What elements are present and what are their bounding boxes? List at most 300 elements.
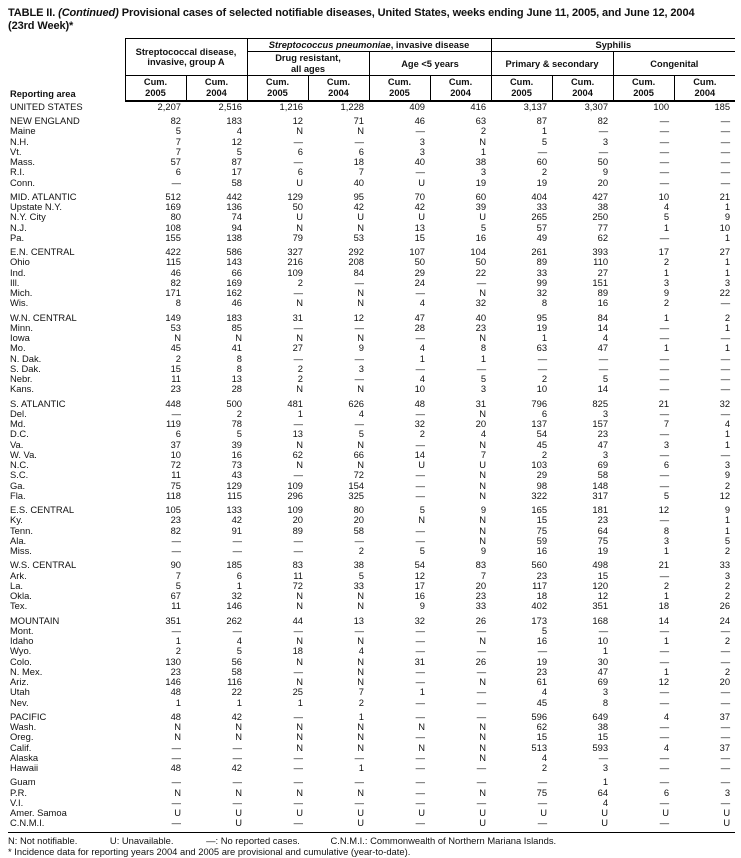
cum-2005-header: Cum. 2005 — [369, 76, 430, 101]
value-cell: N — [357, 656, 365, 667]
value-cell: 2 — [724, 580, 731, 591]
cum-2004-header: Cum. 2004 — [430, 76, 491, 101]
value-cell: — — [476, 687, 487, 698]
reporting-area-cell: Okla. — [10, 591, 32, 602]
value-cell: 183 — [226, 116, 243, 127]
reporting-area-cell: W. Va. — [10, 449, 37, 460]
value-cell: 38 — [353, 560, 365, 571]
value-cell: 8 — [663, 525, 670, 536]
table-row-e-s-central — [8, 505, 735, 515]
value-cell: 38 — [597, 722, 609, 733]
value-cell: 20 — [597, 177, 609, 188]
value-cell: U — [418, 177, 426, 188]
value-cell: 2 — [724, 636, 731, 647]
reporting-area-cell: Amer. Samoa — [10, 808, 67, 819]
value-cell: N — [479, 408, 487, 419]
value-cell: 6 — [358, 146, 365, 157]
congenital-header: Congenital — [613, 52, 735, 76]
value-cell: 9 — [358, 343, 365, 354]
value-cell: — — [354, 136, 365, 147]
value-cell: — — [354, 277, 365, 288]
reporting-area-cell: Maine — [10, 126, 36, 137]
value-cell: — — [659, 126, 670, 137]
table-row-s-atlantic — [8, 399, 735, 409]
value-cell: N — [357, 732, 365, 743]
value-cell: 26 — [719, 601, 731, 612]
reporting-area-cell: MOUNTAIN — [10, 615, 60, 626]
value-cell: 24 — [414, 277, 426, 288]
value-cell: 3 — [480, 167, 487, 178]
value-cell: — — [415, 439, 426, 450]
table-title-week: (23rd Week)* — [8, 19, 74, 32]
value-cell: 1 — [663, 666, 670, 677]
value-cell: — — [720, 116, 731, 127]
value-cell: N — [479, 752, 487, 763]
value-cell: — — [537, 353, 548, 364]
value-cell: 133 — [226, 505, 243, 516]
value-cell: 1 — [724, 232, 731, 243]
value-cell: 41 — [231, 343, 243, 354]
value-cell: 23 — [536, 570, 548, 581]
value-cell: 15 — [536, 515, 548, 526]
value-cell: 4 — [663, 202, 670, 213]
value-cell: 54 — [414, 560, 426, 571]
value-cell: U — [540, 808, 548, 819]
value-cell: 109 — [287, 480, 304, 491]
value-cell: 1 — [724, 343, 731, 354]
reporting-area-cell: Pa. — [10, 232, 25, 243]
value-cell: — — [720, 687, 731, 698]
value-cell: 21 — [658, 398, 670, 409]
value-cell: 23 — [170, 666, 181, 677]
value-cell: U — [662, 808, 670, 819]
value-cell: 2 — [480, 126, 487, 137]
value-cell: — — [659, 656, 670, 667]
value-cell: 15 — [597, 732, 609, 743]
value-cell: — — [415, 677, 426, 688]
value-cell: — — [354, 353, 365, 364]
value-cell: — — [415, 797, 426, 808]
reporting-area-cell: E.S. CENTRAL — [10, 505, 75, 516]
value-cell: 5 — [236, 646, 243, 657]
value-cell: — — [171, 625, 181, 636]
table-row-n-c — [8, 460, 735, 470]
value-cell: 185 — [226, 560, 243, 571]
value-cell: — — [354, 374, 365, 385]
value-cell: — — [537, 363, 548, 374]
value-cell: 5 — [236, 429, 243, 440]
value-cell: — — [476, 646, 487, 657]
value-cell: — — [293, 711, 304, 722]
value-cell: — — [171, 408, 181, 419]
value-cell: 1 — [663, 546, 670, 557]
value-cell: 69 — [597, 677, 609, 688]
value-cell: — — [415, 697, 426, 708]
value-cell: — — [659, 449, 670, 460]
value-cell: 7 — [175, 146, 181, 157]
value-cell: 1 — [480, 353, 487, 364]
value-cell: — — [354, 797, 365, 808]
table-row-ala — [8, 536, 735, 546]
value-cell: — — [720, 797, 731, 808]
value-cell: — — [476, 777, 487, 788]
value-cell: — — [720, 722, 731, 733]
value-cell: 157 — [592, 419, 609, 430]
value-cell: — — [720, 625, 731, 636]
value-cell: — — [659, 722, 670, 733]
value-cell: N — [296, 460, 304, 471]
value-cell: 5 — [541, 136, 548, 147]
reporting-area-cell: Ky. — [10, 515, 23, 526]
reporting-area-cell: R.I. — [10, 167, 25, 178]
value-cell: N — [174, 732, 181, 743]
table-row-mo — [8, 343, 735, 353]
value-cell: 2 — [358, 546, 365, 557]
value-cell: U — [418, 212, 426, 223]
value-cell: 4 — [541, 687, 548, 698]
reporting-area-cell: E.N. CENTRAL — [10, 247, 75, 258]
reporting-area-cell: Guam — [10, 777, 36, 788]
value-cell: 262 — [226, 615, 243, 626]
table-row-v-i — [8, 798, 735, 808]
value-cell: — — [720, 157, 731, 168]
value-cell: 154 — [348, 480, 365, 491]
value-cell: — — [476, 797, 487, 808]
reporting-area-cell: W.S. CENTRAL — [10, 560, 77, 571]
cum-2004-header: Cum. 2004 — [674, 76, 735, 101]
value-cell: N — [357, 742, 365, 753]
cum-2005-header: Cum. 2005 — [613, 76, 674, 101]
value-cell: U — [723, 818, 731, 829]
table-row-miss — [8, 546, 735, 556]
value-cell: 317 — [592, 490, 609, 501]
value-cell: — — [293, 322, 304, 333]
value-cell: N — [296, 677, 304, 688]
value-cell: 12 — [658, 677, 670, 688]
value-cell: 2 — [541, 167, 548, 178]
value-cell: N — [174, 333, 181, 344]
value-cell: 265 — [531, 212, 548, 223]
value-cell: N — [479, 535, 487, 546]
value-cell: 62 — [597, 232, 609, 243]
value-cell: 60 — [536, 157, 548, 168]
value-cell: 28 — [231, 384, 243, 395]
value-cell: U — [357, 818, 365, 829]
value-cell: N — [357, 601, 365, 612]
reporting-area-cell: Mont. — [10, 625, 34, 636]
value-cell: 60 — [475, 191, 487, 202]
value-cell: N — [357, 787, 365, 798]
value-cell: 129 — [287, 191, 304, 202]
value-cell: 62 — [536, 722, 548, 733]
value-cell: 173 — [531, 615, 548, 626]
reporting-area-cell: Mich. — [10, 288, 33, 299]
value-cell: N — [357, 288, 365, 299]
value-cell: N — [479, 333, 487, 344]
value-cell: N — [296, 601, 304, 612]
value-cell: 64 — [597, 525, 609, 536]
value-cell: 82 — [170, 116, 181, 127]
value-cell: 12 — [414, 570, 426, 581]
value-cell: 37 — [719, 711, 731, 722]
value-cell: — — [415, 288, 426, 299]
value-cell: N — [357, 384, 365, 395]
value-cell: 404 — [531, 191, 548, 202]
value-cell: N — [357, 439, 365, 450]
value-cell: 1 — [663, 636, 670, 647]
value-cell: U — [235, 808, 243, 819]
value-cell: — — [720, 384, 731, 395]
value-cell: 138 — [226, 232, 243, 243]
value-cell: — — [354, 322, 365, 333]
value-cell: — — [415, 470, 426, 481]
value-cell: 3 — [663, 439, 670, 450]
value-cell: — — [293, 470, 304, 481]
value-cell: 1 — [724, 439, 731, 450]
value-cell: 20 — [292, 515, 304, 526]
reporting-area-cell: Oreg. — [10, 732, 34, 743]
value-cell: — — [476, 666, 487, 677]
value-cell: 50 — [597, 157, 609, 168]
value-cell: 80 — [353, 505, 365, 516]
value-cell: — — [171, 742, 181, 753]
value-cell: U — [418, 808, 426, 819]
value-cell: 1 — [663, 343, 670, 354]
value-cell: 586 — [226, 247, 243, 258]
value-cell: U — [479, 808, 487, 819]
value-cell: 6 — [297, 146, 304, 157]
value-cell: — — [720, 177, 731, 188]
value-cell: 11 — [171, 374, 181, 385]
value-cell: — — [293, 666, 304, 677]
value-cell: 168 — [592, 615, 609, 626]
table-row-s-c — [8, 470, 735, 480]
value-cell: N — [296, 722, 304, 733]
value-cell: 38 — [475, 157, 487, 168]
value-cell: 4 — [419, 374, 426, 385]
value-cell: 72 — [353, 470, 365, 481]
value-cell: 12 — [231, 136, 243, 147]
value-cell: 649 — [592, 711, 609, 722]
reporting-area-cell: N. Dak. — [10, 353, 42, 364]
value-cell: 13 — [353, 615, 365, 626]
table-row-r-i — [8, 167, 735, 177]
value-cell: — — [293, 546, 304, 557]
value-cell: — — [293, 763, 304, 774]
value-cell: 409 — [409, 100, 426, 112]
value-cell: — — [659, 732, 670, 743]
reporting-area-cell: Wyo. — [10, 646, 32, 657]
value-cell: 87 — [231, 157, 243, 168]
value-cell: N — [479, 136, 487, 147]
value-cell: 16 — [231, 449, 243, 460]
table-row-e-n-central — [8, 247, 735, 257]
table-row-nebr — [8, 374, 735, 384]
value-cell: N — [479, 515, 487, 526]
pneumoniae-rest: , invasive disease — [390, 39, 470, 50]
value-cell: 13 — [231, 374, 243, 385]
value-cell: U — [601, 818, 609, 829]
value-cell: 3 — [663, 277, 670, 288]
value-cell: 3 — [419, 146, 426, 157]
value-cell: 2 — [297, 363, 304, 374]
value-cell: 19 — [536, 177, 548, 188]
value-cell: N — [418, 515, 426, 526]
value-cell: 73 — [231, 460, 243, 471]
value-cell: 1 — [724, 267, 731, 278]
value-cell: — — [598, 625, 609, 636]
value-cell: 23 — [597, 429, 609, 440]
value-cell: N — [357, 722, 365, 733]
value-cell: 20 — [475, 419, 487, 430]
value-cell: 3 — [602, 687, 609, 698]
value-cell: 23 — [536, 666, 548, 677]
value-cell: — — [537, 818, 548, 829]
value-cell: 50 — [475, 257, 487, 268]
value-cell: N — [357, 298, 365, 309]
value-cell: 32 — [414, 615, 426, 626]
value-cell: — — [659, 384, 670, 395]
table-row-del — [8, 409, 735, 419]
value-cell: 4 — [724, 419, 731, 430]
value-cell: — — [354, 752, 365, 763]
value-cell: 1 — [297, 408, 304, 419]
value-cell: 5 — [602, 374, 609, 385]
value-cell: 33 — [475, 601, 487, 612]
value-cell: 24 — [719, 615, 731, 626]
value-cell: 12 — [597, 591, 609, 602]
value-cell: N — [296, 126, 304, 137]
value-cell: — — [598, 126, 609, 137]
value-cell: 130 — [165, 656, 181, 667]
value-cell: 1 — [358, 711, 365, 722]
value-cell: — — [232, 546, 243, 557]
value-cell: 3 — [358, 363, 365, 374]
value-cell: 7 — [358, 687, 365, 698]
value-cell: 15 — [536, 732, 548, 743]
table-row-wis — [8, 298, 735, 308]
value-cell: 32 — [414, 419, 426, 430]
table-row-ark — [8, 571, 735, 581]
value-cell: — — [171, 177, 181, 188]
value-cell: 27 — [292, 343, 304, 354]
value-cell: 322 — [531, 490, 548, 501]
table-row-tex — [8, 601, 735, 611]
value-cell: 20 — [353, 515, 365, 526]
reporting-area-header: Reporting area — [10, 88, 76, 99]
drug-resistant-header — [247, 52, 369, 76]
value-cell: 137 — [531, 419, 548, 430]
value-cell: 3 — [419, 136, 426, 147]
value-cell: 3 — [724, 460, 731, 471]
value-cell: 66 — [353, 449, 365, 460]
value-cell: 1 — [724, 257, 731, 268]
value-cell: 33 — [719, 560, 731, 571]
value-cell: N — [357, 333, 365, 344]
table-row-ky — [8, 515, 735, 525]
value-cell: — — [293, 419, 304, 430]
value-cell: 512 — [165, 191, 181, 202]
value-cell: N — [174, 787, 181, 798]
table-row-p-r — [8, 788, 735, 798]
value-cell: 40 — [353, 177, 365, 188]
value-cell: 442 — [226, 191, 243, 202]
value-cell: 5 — [358, 429, 365, 440]
value-cell: — — [232, 797, 243, 808]
value-cell: 47 — [597, 666, 609, 677]
value-cell: 149 — [165, 312, 181, 323]
value-cell: 9 — [480, 546, 487, 557]
value-cell: 33 — [536, 267, 548, 278]
value-cell: 95 — [536, 312, 548, 323]
value-cell: — — [659, 697, 670, 708]
table-row-calif — [8, 743, 735, 753]
value-cell: — — [659, 777, 670, 788]
cum-2004-header: Cum. 2004 — [552, 76, 613, 101]
table-title-continued: (Continued) — [58, 7, 119, 19]
value-cell: 46 — [231, 298, 243, 309]
value-cell: 4 — [663, 711, 670, 722]
value-cell: 62 — [292, 449, 304, 460]
reporting-area-cell: Idaho — [10, 636, 34, 647]
value-cell: — — [171, 797, 181, 808]
value-cell: 169 — [226, 277, 243, 288]
value-cell: 74 — [231, 212, 243, 223]
value-cell: 10 — [658, 191, 670, 202]
value-cell: 77 — [597, 222, 609, 233]
value-cell: 46 — [170, 267, 181, 278]
syphilis-header: Syphilis — [491, 38, 735, 51]
value-cell: N — [479, 470, 487, 481]
value-cell: U — [479, 212, 487, 223]
value-cell: 109 — [287, 505, 304, 516]
table-title — [8, 7, 735, 33]
value-cell: 5 — [663, 212, 670, 223]
value-cell: — — [354, 419, 365, 430]
value-cell: 108 — [165, 222, 181, 233]
value-cell: 119 — [166, 419, 181, 430]
value-cell: — — [720, 353, 731, 364]
value-cell: — — [659, 353, 670, 364]
value-cell: 13 — [414, 222, 426, 233]
value-cell: 85 — [231, 322, 243, 333]
value-cell: — — [476, 711, 487, 722]
value-cell: 6 — [175, 167, 181, 178]
value-cell: 75 — [536, 525, 548, 536]
table-row-united-states — [8, 101, 735, 112]
value-cell: 61 — [536, 677, 548, 688]
value-cell: N — [235, 732, 243, 743]
value-cell: 42 — [414, 202, 426, 213]
value-cell: 4 — [602, 333, 609, 344]
table-row-w-n-central — [8, 313, 735, 323]
value-cell: — — [415, 126, 426, 137]
value-cell: 16 — [475, 232, 487, 243]
value-cell: N — [479, 525, 487, 536]
value-cell: 4 — [602, 797, 609, 808]
value-cell: 2 — [541, 449, 548, 460]
value-cell: 56 — [231, 656, 243, 667]
value-cell: 8 — [236, 353, 243, 364]
value-cell: U — [601, 808, 609, 819]
value-cell: 33 — [353, 580, 365, 591]
value-cell: N — [357, 222, 365, 233]
value-cell: — — [720, 697, 731, 708]
value-cell: 26 — [475, 656, 487, 667]
value-cell: 1 — [724, 515, 731, 526]
value-cell: 3 — [602, 449, 609, 460]
value-cell: N — [296, 439, 304, 450]
